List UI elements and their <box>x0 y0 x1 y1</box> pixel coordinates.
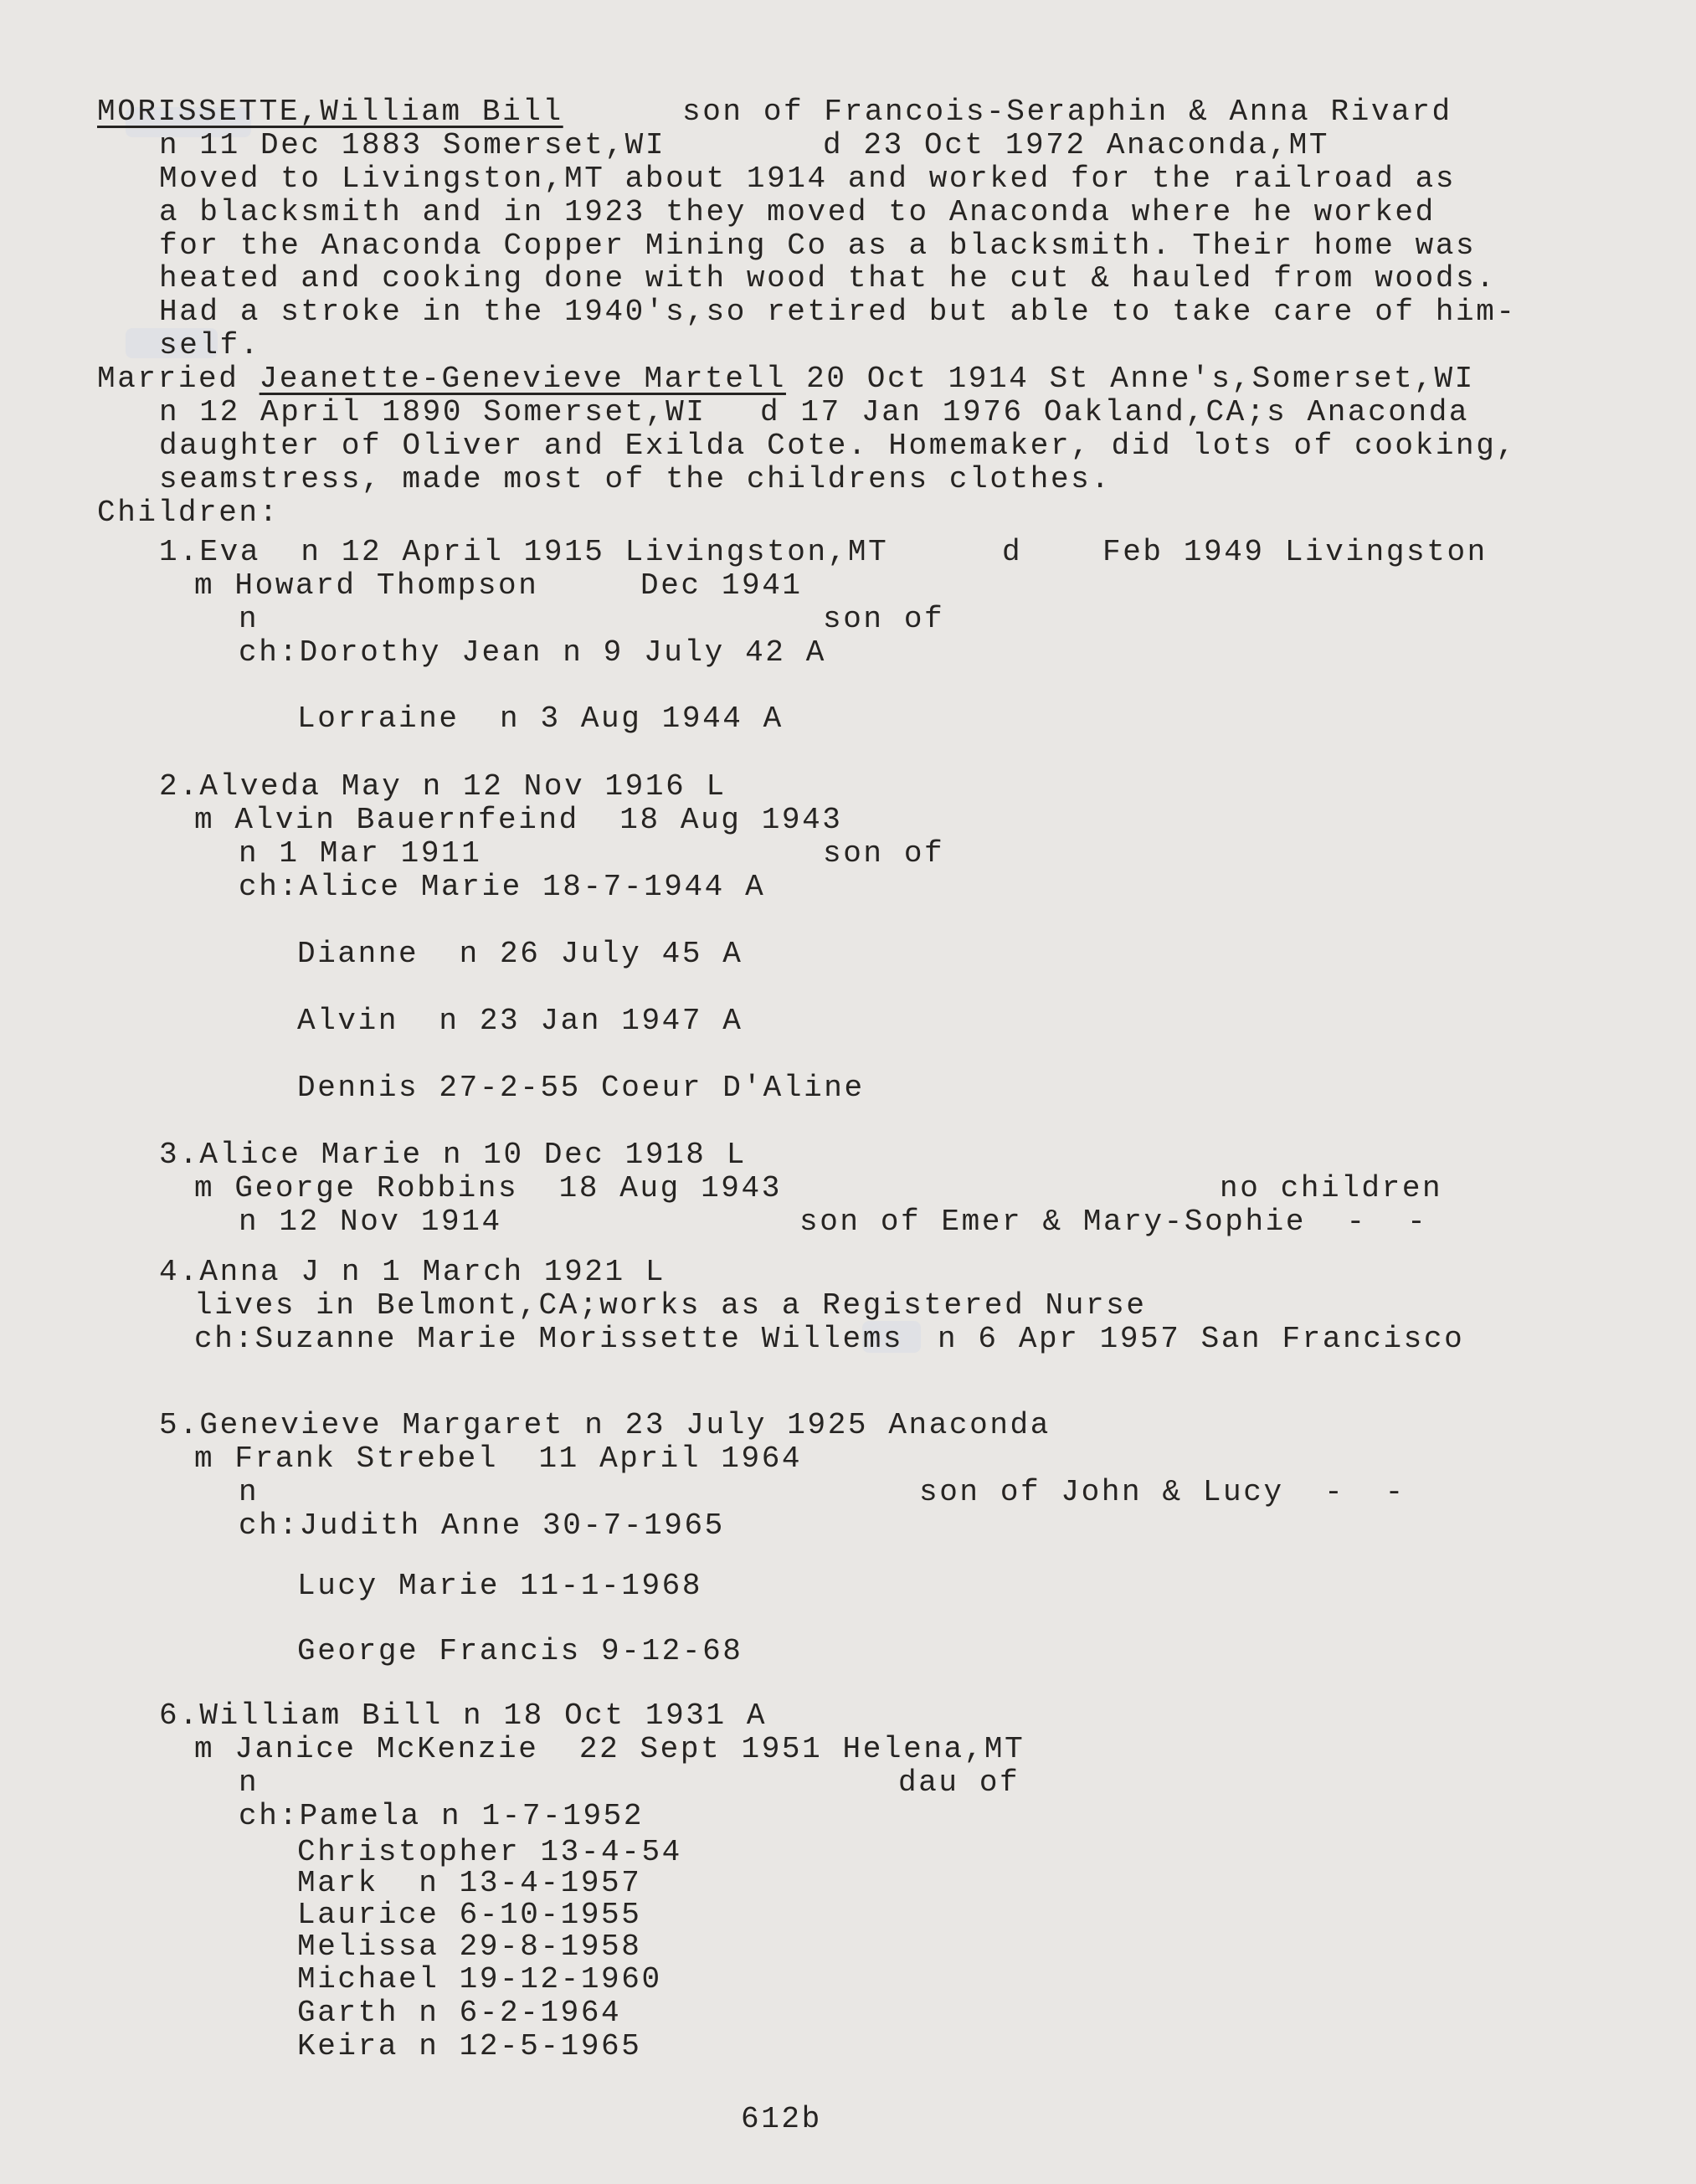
child-6-marriage: m Janice McKenzie 22 Sept 1951 Helena,MT <box>194 1732 1025 1766</box>
child-3-spouse-son-of: son of Emer & Mary-Sophie - - <box>799 1205 1428 1239</box>
spouse-name: Jeanette-Genevieve Martell <box>259 362 786 396</box>
grandchild: ch:Pamela n 1-7-1952 <box>239 1799 645 1833</box>
grandchild: Melissa 29-8-1958 <box>297 1930 642 1964</box>
child-2-name: 2.Alveda May n 12 Nov 1916 L <box>159 769 727 804</box>
grandchild: Garth n 6-2-1964 <box>297 1996 622 2030</box>
subject-death: d 23 Oct 1972 Anaconda,MT <box>823 128 1330 162</box>
child-3-spouse-birth: n 12 Nov 1914 <box>239 1205 502 1239</box>
grandchild: ch:Suzanne Marie Morissette Willems <box>194 1322 904 1356</box>
child-2-spouse-son-of: son of <box>823 836 945 871</box>
grandchild: Dianne n 26 July 45 A <box>297 937 743 971</box>
grandchild: George Francis 9-12-68 <box>297 1634 743 1668</box>
spouse-bio-line: daughter of Oliver and Exilda Cote. Homemaker, did lots of cooking, <box>159 429 1517 463</box>
grandchild: Lucy Marie 11-1-1968 <box>297 1569 703 1603</box>
spouse-birth: n 12 April 1890 Somerset,WI <box>159 395 707 429</box>
spouse-death: d 17 Jan 1976 Oakland,CA;s Anaconda <box>760 395 1470 429</box>
child-5-spouse-son-of: son of John & Lucy - - <box>919 1475 1406 1509</box>
child-5-marriage: m Frank Strebel 11 April 1964 <box>194 1441 803 1476</box>
child-1-death-place: Feb 1949 Livingston <box>1102 535 1488 569</box>
child-1-marriage-date: Dec 1941 <box>640 568 803 603</box>
bio-line: for the Anaconda Copper Mining Co as a blacksmith. Their home was <box>159 229 1477 263</box>
child-3-marriage: m George Robbins 18 Aug 1943 <box>194 1171 782 1205</box>
grandchild: Laurice 6-10-1955 <box>297 1898 642 1932</box>
child-5-name: 5.Genevieve Margaret n 23 July 1925 Anaconda <box>159 1408 1051 1442</box>
marriage-details: 20 Oct 1914 St Anne's,Somerset,WI <box>806 362 1475 396</box>
child-1-name: 1.Eva n 12 April 1915 Livingston,MT <box>159 535 889 569</box>
marriage-prefix: Married <box>97 362 239 396</box>
bio-line: Moved to Livingston,MT about 1914 and worked for the railroad as <box>159 162 1457 196</box>
child-6-spouse-dau-of: dau of <box>898 1765 1020 1800</box>
grandchild: ch:Alice Marie 18-7-1944 A <box>239 870 766 904</box>
bio-line: a blacksmith and in 1923 they moved to Anaconda where he worked <box>159 195 1436 229</box>
grandchild: Michael 19-12-1960 <box>297 1962 662 1996</box>
subject-birth: n 11 Dec 1883 Somerset,WI <box>159 128 666 162</box>
child-6-name: 6.William Bill n 18 Oct 1931 A <box>159 1698 768 1733</box>
child-2-spouse-birth: n 1 Mar 1911 <box>239 836 482 871</box>
bio-line: self. <box>159 328 261 362</box>
subject-parents: son of Francois-Seraphin & Anna Rivard <box>682 95 1452 129</box>
child-2-marriage: m Alvin Bauernfeind 18 Aug 1943 <box>194 803 843 837</box>
children-heading: Children: <box>97 496 280 530</box>
grandchild: Keira n 12-5-1965 <box>297 2029 642 2063</box>
spouse-bio-line: seamstress, made most of the childrens clothes. <box>159 462 1112 496</box>
child-4-name: 4.Anna J n 1 March 1921 L <box>159 1255 666 1289</box>
child-5-spouse-birth: n <box>239 1475 260 1509</box>
bio-line: Had a stroke in the 1940's,so retired but able to take care of him- <box>159 295 1517 329</box>
grandchild: Mark n 13-4-1957 <box>297 1866 642 1900</box>
grandchild: ch:Judith Anne 30-7-1965 <box>239 1508 725 1543</box>
subject-name: MORISSETTE,William Bill <box>97 95 563 129</box>
marriage-line <box>97 362 1475 396</box>
grandchild: Lorraine n 3 Aug 1944 A <box>297 701 784 736</box>
child-1-death-marker: d <box>1002 535 1023 569</box>
child-3-name: 3.Alice Marie n 10 Dec 1918 L <box>159 1138 747 1172</box>
grandchild: Christopher 13-4-54 <box>297 1835 682 1869</box>
child-4-note: lives in Belmont,CA;works as a Registered Nurse <box>194 1288 1147 1323</box>
child-1-spouse-birth: n <box>239 602 260 636</box>
child-6-spouse-birth: n <box>239 1765 260 1800</box>
page-number: 612b <box>741 2102 822 2136</box>
child-1-marriage: m Howard Thompson <box>194 568 539 603</box>
grandchild-birth: n 6 Apr 1957 San Francisco <box>938 1322 1465 1356</box>
bio-line: heated and cooking done with wood that he cut & hauled from woods. <box>159 261 1497 295</box>
grandchild: ch:Dorothy Jean n 9 July 42 A <box>239 635 826 670</box>
grandchild: Alvin n 23 Jan 1947 A <box>297 1004 743 1038</box>
child-3-no-children: no children <box>1220 1171 1443 1205</box>
grandchild: Dennis 27-2-55 Coeur D'Aline <box>297 1071 865 1105</box>
child-1-spouse-son-of: son of <box>823 602 945 636</box>
